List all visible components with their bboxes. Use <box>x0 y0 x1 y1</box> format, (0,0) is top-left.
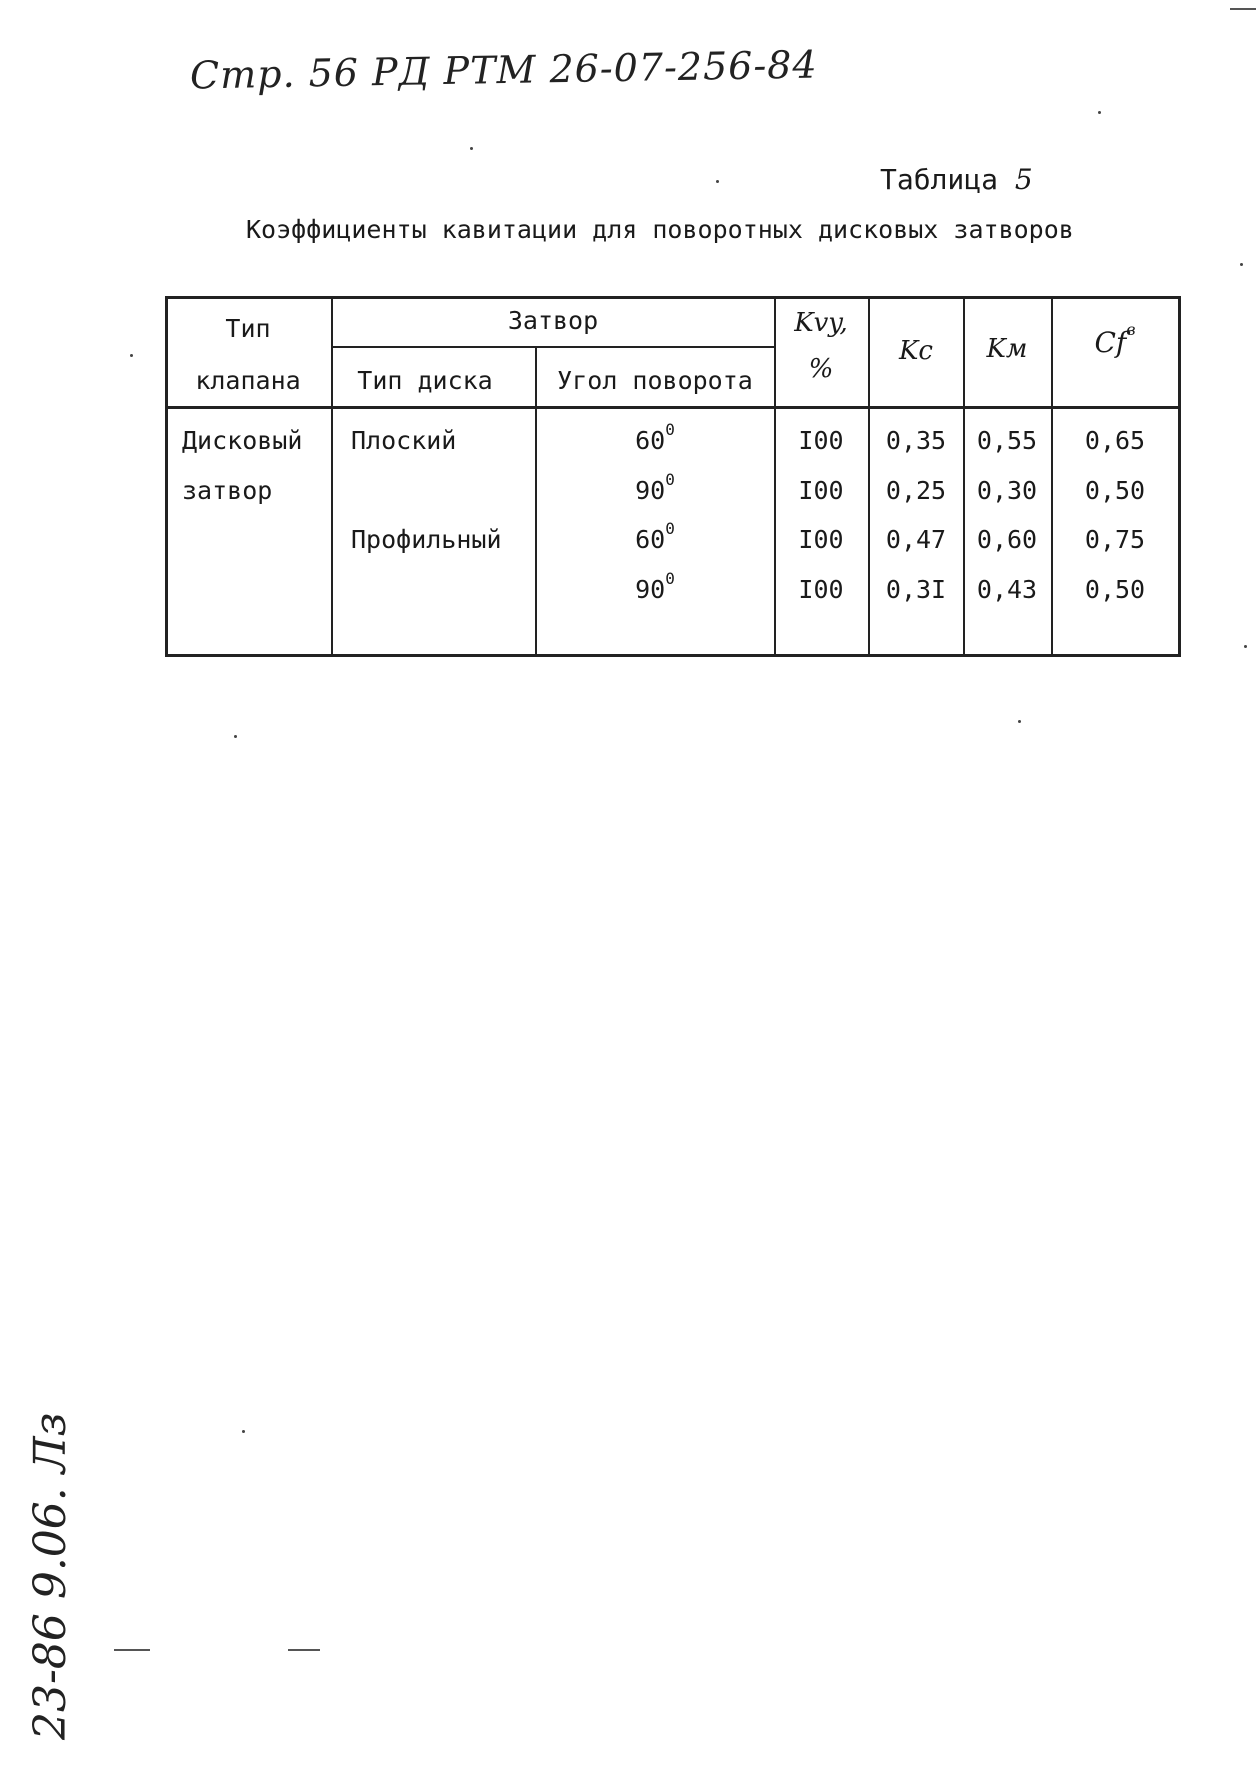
header-kc: Kc <box>899 336 933 366</box>
row4-kc: 0,3I <box>885 575 947 604</box>
table-border-left <box>165 296 168 657</box>
col-divider-6 <box>1051 296 1053 657</box>
valve-type-line2: затвор <box>182 476 273 505</box>
table-border-bottom <box>165 654 1181 657</box>
valve-type-line1: Дисковый <box>182 426 303 455</box>
header-cf <box>1094 320 1136 359</box>
scan-speck <box>130 354 133 357</box>
row2-kc: 0,25 <box>885 476 947 505</box>
scan-mark <box>114 1649 150 1651</box>
col-divider-4 <box>868 296 870 657</box>
scan-speck <box>1244 645 1247 648</box>
header-valve-type-2: клапана <box>195 366 301 395</box>
scan-speck <box>1098 111 1101 114</box>
scan-speck <box>242 1430 245 1433</box>
row3-angle: $60^0$ <box>635 519 675 554</box>
table-border-right <box>1178 296 1181 657</box>
row1-disk-type: Плоский <box>351 426 457 455</box>
header-angle: Угол поворота <box>557 366 753 395</box>
col-divider-3 <box>774 296 776 657</box>
table-caption: Коэффициенты кавитации для поворотных дисковых затворов <box>246 215 1074 244</box>
row1-angle: $60^0$ <box>635 420 675 455</box>
scan-speck <box>716 180 719 183</box>
group-header-rule <box>331 346 774 348</box>
row4-cf: 0,50 <box>1084 575 1146 604</box>
handwritten-registration-note: 23-86 9.06. Лз <box>25 1412 76 1740</box>
col-divider-1 <box>331 296 333 657</box>
row1-kc: 0,35 <box>885 426 947 455</box>
page-reference: Стр. 56 РД РТМ 26-07-256-84 <box>189 42 818 98</box>
row1-cf: 0,65 <box>1084 426 1146 455</box>
header-km: Kм <box>986 334 1028 364</box>
cavitation-table <box>165 296 1181 657</box>
scan-speck <box>470 147 473 150</box>
col-divider-2 <box>535 346 537 657</box>
scan-mark <box>288 1649 320 1651</box>
row4-angle: $90^0$ <box>635 569 675 604</box>
table-label <box>880 163 1033 196</box>
row3-disk-type: Профильный <box>351 525 502 554</box>
row4-km: 0,43 <box>976 575 1038 604</box>
row2-kvy: I00 <box>798 476 844 505</box>
header-kvy: Kvy, <box>794 308 848 338</box>
row2-km: 0,30 <box>976 476 1038 505</box>
header-disk-type: Тип диска <box>357 366 493 395</box>
row1-kvy: I00 <box>798 426 844 455</box>
header-group-zatvor: Затвор <box>507 306 599 335</box>
table-label-word: Таблица <box>880 163 999 196</box>
table-label-number: 5 <box>1014 163 1033 196</box>
row3-km: 0,60 <box>976 525 1038 554</box>
header-separator <box>165 406 1181 409</box>
scan-speck <box>1240 263 1243 266</box>
col-divider-5 <box>963 296 965 657</box>
row3-kc: 0,47 <box>885 525 947 554</box>
table-border-top <box>165 296 1181 299</box>
row4-kvy: I00 <box>798 575 844 604</box>
header-cf-superscript: в <box>1126 320 1136 339</box>
row3-kvy: I00 <box>798 525 844 554</box>
scan-mark <box>1230 8 1256 10</box>
row3-cf: 0,75 <box>1084 525 1146 554</box>
scan-speck <box>234 735 237 738</box>
row1-km: 0,55 <box>976 426 1038 455</box>
row2-cf: 0,50 <box>1084 476 1146 505</box>
header-cf-symbol: Cf <box>1094 326 1127 359</box>
header-valve-type-1: Тип <box>225 314 271 343</box>
row2-angle: $90^0$ <box>635 470 675 505</box>
scan-speck <box>1018 720 1021 723</box>
header-kvy-unit: % <box>808 354 834 384</box>
